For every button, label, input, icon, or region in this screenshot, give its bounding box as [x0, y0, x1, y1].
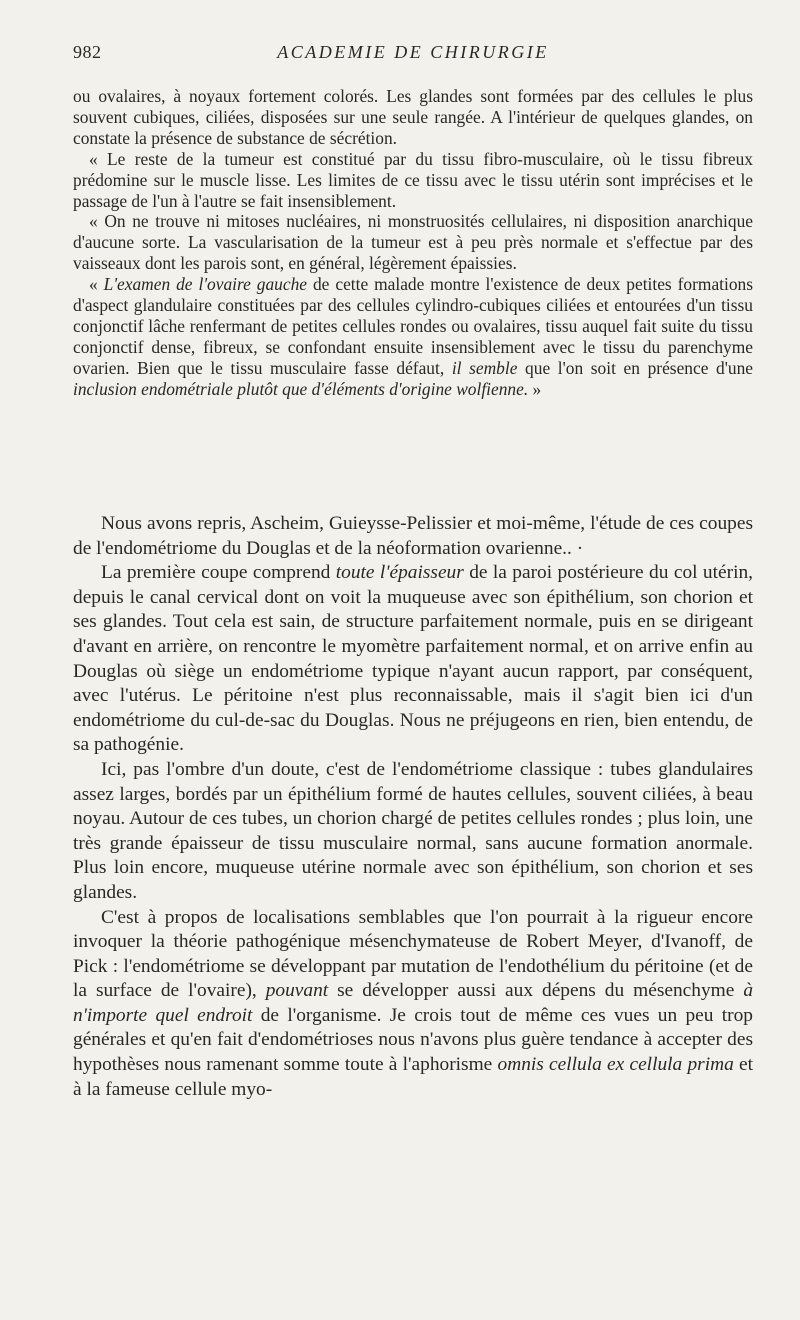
quote-paragraph-1: ou ovalaires, à noyaux fortement colorés. Les glandes sont formées par des cellules le plus souvent cubiques, ciliées, disposées sur une seule rangée. A l'intérieur de quelques glandes, on constate la présence de substance de sécrétion.	[73, 86, 753, 148]
page-header	[73, 40, 753, 68]
text-run: La première coupe comprend	[101, 562, 336, 584]
page-number: 982	[73, 42, 102, 62]
italic-run: à n'importe quel endroit	[73, 980, 754, 1026]
quoted-report	[73, 86, 753, 400]
text-run: «	[89, 274, 104, 295]
italic-run: omnis cellula ex cellula prima	[497, 1054, 734, 1076]
text-run: de cette malade montre l'existence de deux petites formations d'aspect glandulaire constituées par des cellules cylindro-cubiques ciliées et entourées d'un tissu conjonctif lâche renfermant de petites cellules rondes ou ovalaires, tissu auquel fait suite du tissu conjonctif dense, fibreux, se confondant ensuite insensiblement avec le tissu du parenchyme ovarien. Bien que le tissu musculaire fasse défaut,	[73, 274, 753, 378]
text-run: et à la fameuse cellule myo-	[73, 1054, 754, 1100]
body-paragraph-2	[73, 561, 753, 758]
text-run: de la paroi postérieure du col utérin, depuis le canal cervical dont on voit la muqueuse avec son épithélium, son chorion et ses glandes. Tout cela est sain, de structure parfaitement normale, puis en se dirigeant d'avant en arrière, on rencontre le myomètre parfaitement normal, et on arrive enfin au Douglas où siège un endométriome typique n'ayant aucun rapport, par conséquent, avec l'utérus. Le péritoine n'est plus reconnaissable, mais il s'agit bien ici d'un endométriome du cul-de-sac du Douglas. Nous ne préjugeons en rien, bien entendu, de sa pathogénie.	[73, 562, 753, 756]
text-run: de l'organisme. Je crois tout de même ces vues un peu trop générales et qu'en fait d'endométrioses nous n'avons plus guère tendance à accepter des hypothèses nous ramenant somme toute à l'aphorisme	[73, 1004, 753, 1076]
text-run: C'est à propos de localisations semblables que l'on pourrait à la rigueur encore invoquer la théorie pathogénique mésenchymateuse de Robert Meyer, d'Ivanoff, de Pick : l'endométriome se développant par mutation de l'endothélium du péritoine (et de la surface de l'ovaire),	[73, 906, 753, 1002]
text-run: »	[528, 378, 542, 399]
main-text	[73, 512, 753, 1102]
italic-run: pouvant	[265, 980, 329, 1002]
text-run: que l'on soit en présence d'une	[517, 357, 753, 378]
italic-run: inclusion endométriale plutôt que d'éléments d'origine wolfienne.	[73, 378, 529, 399]
body-paragraph-4	[73, 906, 753, 1103]
italic-run: toute l'épaisseur	[335, 562, 464, 584]
running-title: ACADEMIE DE CHIRURGIE	[277, 42, 549, 62]
quote-paragraph-2: « Le reste de la tumeur est constitué par du tissu fibro-musculaire, où le tissu fibreux prédomine sur le muscle lisse. Les limites de ce tissu avec le tissu utérin sont imprécises et le passage de l'un à l'autre se fait insensiblement.	[73, 148, 753, 211]
text-run: se développer aussi aux dépens du mésenchyme	[328, 980, 744, 1002]
body-paragraph-3: Ici, pas l'ombre d'un doute, c'est de l'endométriome classique : tubes glandulaires assez larges, bordés par un épithélium formé de hautes cellules, souvent ciliées, à beau noyau. Autour de ces tubes, un chorion chargé de petites cellules rondes ; plus loin, une très grande épaisseur de tissu musculaire normal, sans aucune formation anormale. Plus loin encore, muqueuse utérine normale avec son épithélium, son chorion et ses glandes.	[73, 758, 753, 903]
italic-run: L'examen de l'ovaire gauche	[103, 274, 308, 295]
body-paragraph-1: Nous avons repris, Ascheim, Guieysse-Pelissier et moi-même, l'étude de ces coupes de l'endométriome du Douglas et de la néoformation ovarienne.. ·	[73, 513, 753, 559]
quote-paragraph-3: « On ne trouve ni mitoses nucléaires, ni monstruosités cellulaires, ni disposition anarchique d'aucune sorte. La vascularisation de la tumeur est à peu près normale et s'effectue par des vaisseaux dont les parois sont, en général, légèrement épaissies.	[73, 211, 753, 274]
italic-run: il semble	[451, 357, 518, 378]
quote-paragraph-4	[73, 274, 753, 399]
